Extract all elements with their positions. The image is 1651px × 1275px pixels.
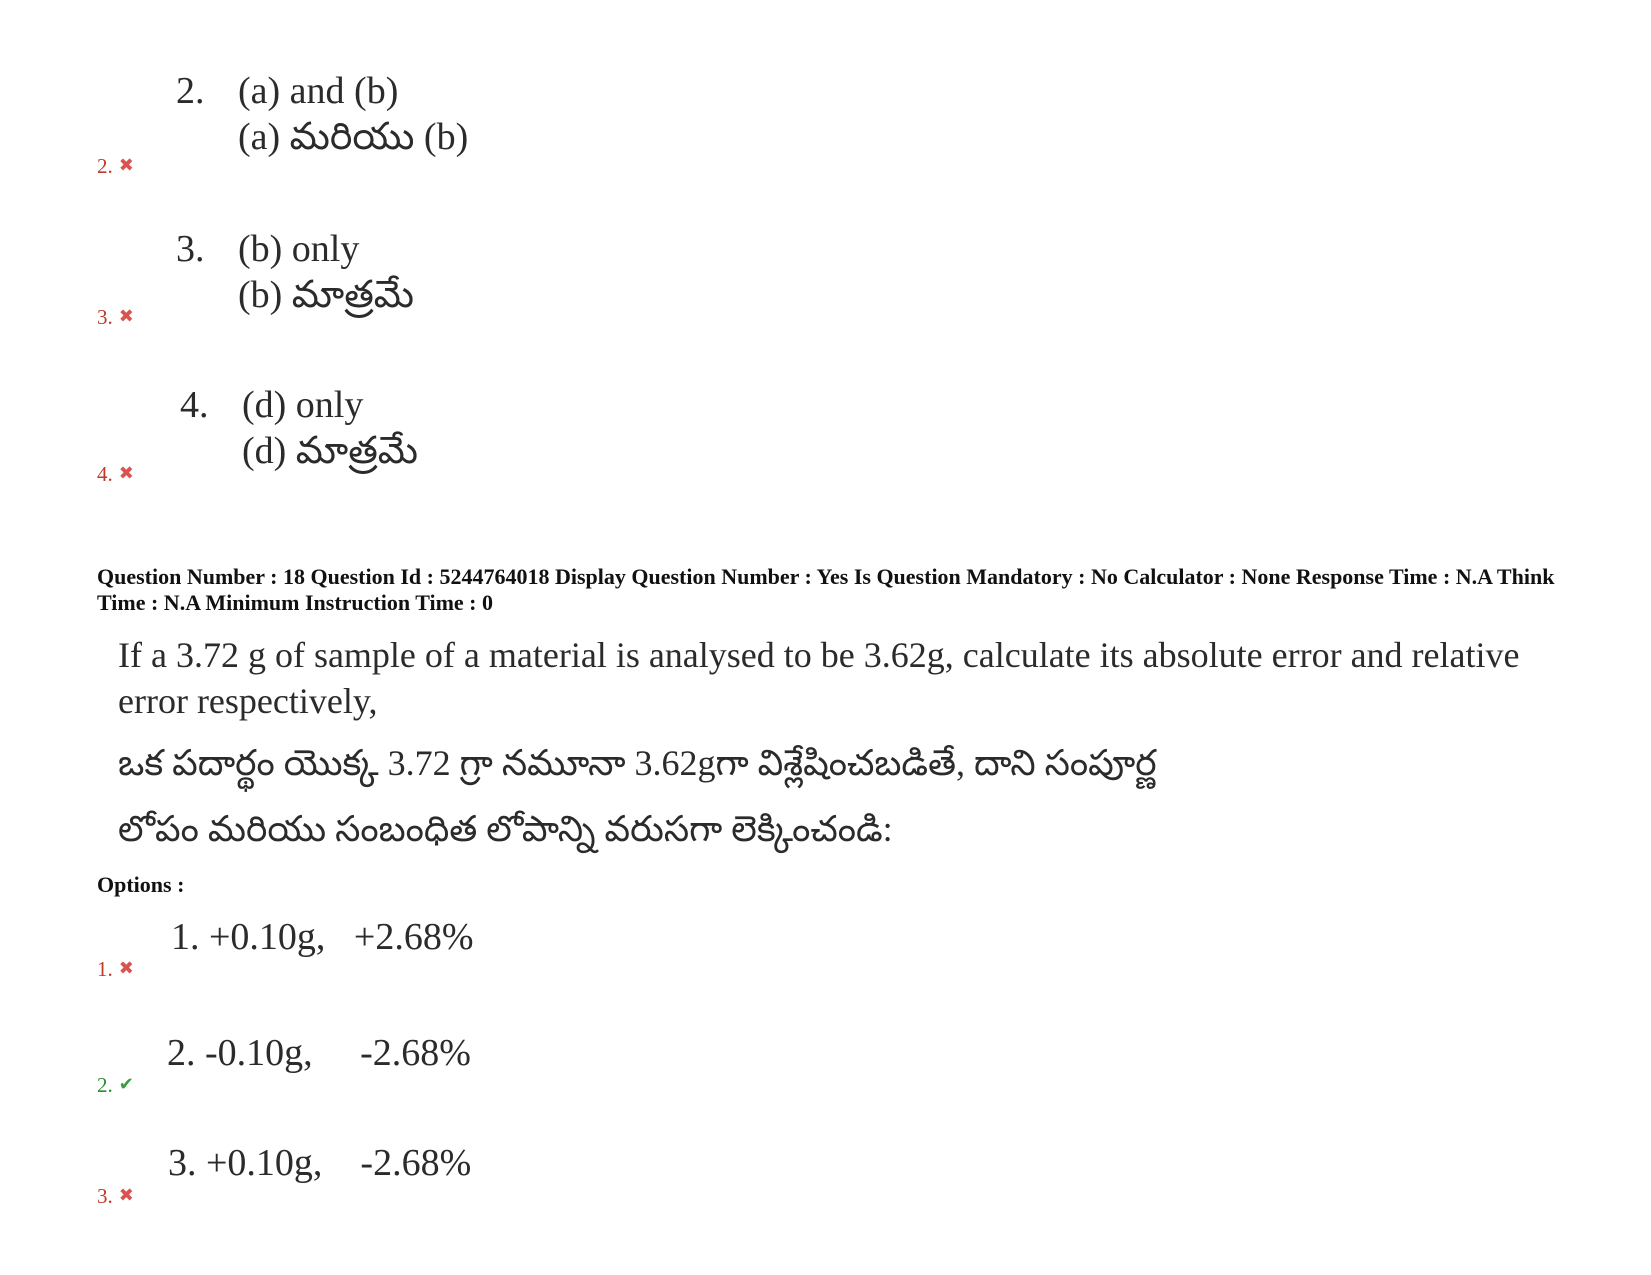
answer-option-text: 1. +0.10g, +2.68% bbox=[171, 916, 474, 958]
prev-option-text-en: (b) only bbox=[238, 228, 360, 270]
prev-option-text-te: (a) మరియు (b) bbox=[238, 116, 469, 158]
question-metadata: Question Number : 18 Question Id : 5244764018 Display Question Number : Yes Is Question Mandatory : No Calculator : None Response Time : N.A Think Time : N.A Minimum Instruction Time : 0 bbox=[97, 564, 1555, 615]
question-text-te-line2: లోపం మరియు సంబంధిత లోపాన్ని వరుసగా లెక్కించండి: bbox=[118, 809, 893, 849]
prev-option-text-te: (b) మాత్రమే bbox=[238, 274, 414, 316]
question-body bbox=[118, 632, 1558, 862]
options-label: Options : bbox=[97, 872, 185, 897]
prev-option-text-en: (d) only bbox=[242, 384, 364, 426]
prev-option-number: 4. bbox=[180, 384, 209, 426]
cross-icon: ✖ bbox=[118, 463, 134, 483]
question-text-te-line1: ఒక పదార్థం యొక్క 3.72 గ్రా నమూనా 3.62gగా విశ్లేషించబడితే, దాని సంపూర్ణ bbox=[118, 743, 1157, 783]
cross-icon: ✖ bbox=[118, 958, 134, 978]
marker-number: 3. bbox=[97, 1184, 113, 1208]
option-status-marker bbox=[97, 1075, 134, 1096]
prev-option-number: 2. bbox=[176, 70, 205, 112]
check-icon: ✔ bbox=[118, 1074, 134, 1094]
prev-option-text-en: (a) and (b) bbox=[238, 70, 399, 112]
prev-option-number: 3. bbox=[176, 228, 205, 270]
answer-option-text: 2. -0.10g, -2.68% bbox=[167, 1032, 471, 1074]
option-status-marker bbox=[97, 959, 134, 980]
option-status-marker bbox=[97, 156, 134, 177]
marker-number: 3. bbox=[97, 305, 113, 329]
prev-option-text-te: (d) మాత్రమే bbox=[242, 430, 418, 472]
option-status-marker bbox=[97, 307, 134, 328]
marker-number: 2. bbox=[97, 1073, 113, 1097]
question-text-en: If a 3.72 g of sample of a material is analysed to be 3.62g, calculate its absolute error and relative error respectively, bbox=[118, 635, 1520, 721]
marker-number: 4. bbox=[97, 462, 113, 486]
marker-number: 1. bbox=[97, 957, 113, 981]
option-status-marker bbox=[97, 464, 134, 485]
answer-option-text: 3. +0.10g, -2.68% bbox=[168, 1142, 472, 1184]
cross-icon: ✖ bbox=[118, 1185, 134, 1205]
option-status-marker bbox=[97, 1186, 134, 1207]
cross-icon: ✖ bbox=[118, 155, 134, 175]
cross-icon: ✖ bbox=[118, 306, 134, 326]
marker-number: 2. bbox=[97, 154, 113, 178]
